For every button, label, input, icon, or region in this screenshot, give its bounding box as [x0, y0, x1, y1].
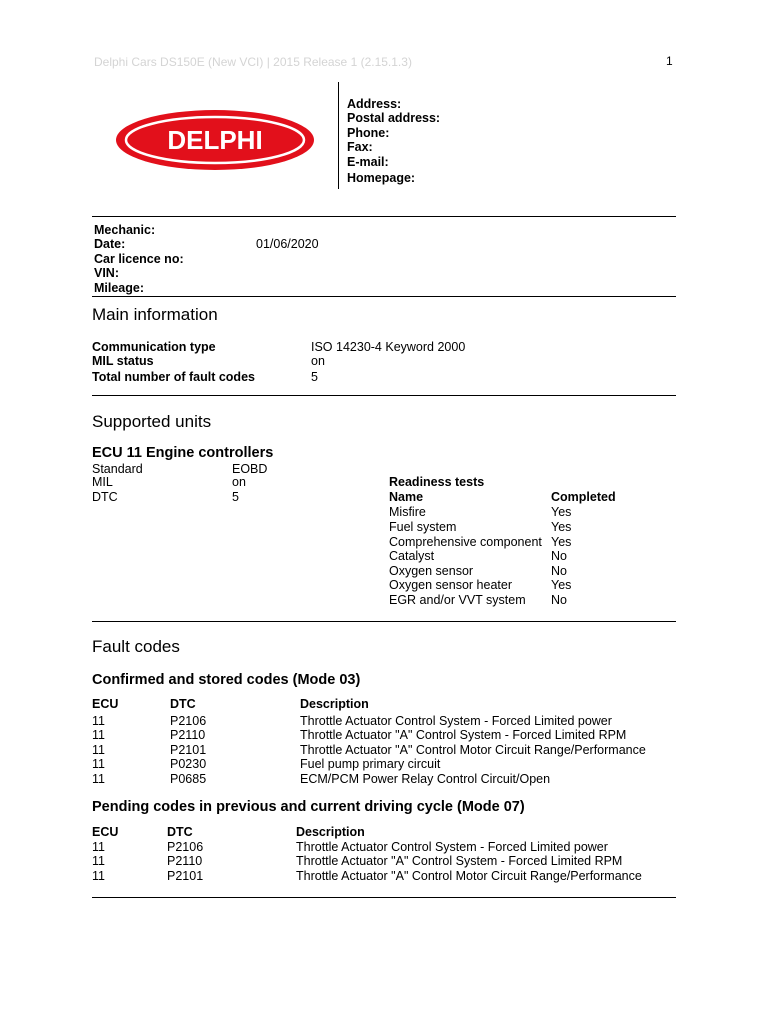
confirmed-description: ECM/PCM Power Relay Control Circuit/Open	[300, 772, 551, 786]
pending-ecu: 11	[92, 854, 105, 868]
email-label: E-mail:	[347, 155, 389, 169]
readiness-completed: No	[551, 593, 567, 607]
confirmed-dtc: P2106	[170, 714, 207, 728]
readiness-completed: No	[551, 549, 567, 563]
readiness-name: Oxygen sensor heater	[389, 578, 512, 592]
confirmed-dtc-header: DTC	[170, 697, 196, 711]
readiness-completed: Yes	[551, 520, 572, 534]
confirmed-codes-title: Confirmed and stored codes (Mode 03)	[92, 672, 361, 688]
pending-ecu: 11	[92, 869, 105, 883]
readiness-name: EGR and/or VVT system	[389, 593, 526, 607]
confirmed-ecu: 11	[92, 714, 105, 728]
divider	[92, 897, 676, 898]
confirmed-dtc: P2101	[170, 743, 207, 757]
readiness-completed: No	[551, 564, 567, 578]
dtc-label: DTC	[92, 490, 118, 504]
confirmed-ecu: 11	[92, 757, 105, 771]
readiness-tests-title: Readiness tests	[389, 475, 485, 489]
confirmed-dtc: P0685	[170, 772, 207, 786]
delphi-logo	[114, 108, 316, 172]
pending-description-header: Description	[296, 825, 365, 839]
dtc-value: 5	[232, 490, 239, 504]
confirmed-dtc: P0230	[170, 757, 207, 771]
mil-status-label: MIL status	[92, 354, 154, 368]
homepage-label: Homepage:	[347, 171, 416, 185]
fault-code-count-label: Total number of fault codes	[92, 370, 255, 384]
pending-description: Throttle Actuator "A" Control Motor Circuit Range/Performance	[296, 869, 642, 883]
pending-codes-title: Pending codes in previous and current driving cycle (Mode 07)	[92, 799, 525, 815]
communication-type-label: Communication type	[92, 340, 216, 354]
mil-value: on	[232, 475, 246, 489]
standard-value: EOBD	[232, 462, 268, 476]
logo-text: DELPHI	[167, 125, 263, 155]
readiness-completed: Yes	[551, 535, 572, 549]
supported-units-title: Supported units	[92, 412, 212, 431]
communication-type-value: ISO 14230-4 Keyword 2000	[311, 340, 466, 354]
mil-status-value: on	[311, 354, 325, 368]
readiness-name-header: Name	[389, 490, 424, 504]
confirmed-ecu: 11	[92, 728, 105, 742]
divider	[92, 395, 676, 396]
divider	[92, 296, 676, 297]
confirmed-description: Throttle Actuator Control System - Forced Limited power	[300, 714, 612, 728]
ecu-title: ECU 11 Engine controllers	[92, 445, 274, 461]
vin-label: VIN:	[94, 266, 119, 280]
confirmed-description: Throttle Actuator "A" Control System - Forced Limited RPM	[300, 728, 627, 742]
pending-dtc: P2106	[167, 840, 204, 854]
page-number: 1	[666, 54, 673, 68]
pending-description: Throttle Actuator "A" Control System - Forced Limited RPM	[296, 854, 623, 868]
address-label: Address:	[347, 97, 402, 111]
confirmed-ecu: 11	[92, 743, 105, 757]
pending-dtc: P2101	[167, 869, 204, 883]
confirmed-description: Fuel pump primary circuit	[300, 757, 441, 771]
date-label: Date:	[94, 237, 126, 251]
confirmed-dtc: P2110	[170, 728, 206, 742]
readiness-name: Catalyst	[389, 549, 435, 563]
divider	[92, 216, 676, 217]
mil-label: MIL	[92, 475, 113, 489]
pending-dtc-header: DTC	[167, 825, 193, 839]
fault-code-count-value: 5	[311, 370, 318, 384]
readiness-name: Misfire	[389, 505, 426, 519]
fault-codes-title: Fault codes	[92, 637, 180, 656]
fax-label: Fax:	[347, 140, 373, 154]
readiness-completed-header: Completed	[551, 490, 616, 504]
confirmed-ecu-header: ECU	[92, 697, 119, 711]
readiness-name: Fuel system	[389, 520, 457, 534]
readiness-completed: Yes	[551, 505, 572, 519]
pending-description: Throttle Actuator Control System - Forced Limited power	[296, 840, 608, 854]
divider	[92, 621, 676, 622]
pending-ecu-header: ECU	[92, 825, 119, 839]
readiness-name: Oxygen sensor	[389, 564, 474, 578]
address-divider	[338, 82, 339, 189]
readiness-completed: Yes	[551, 578, 572, 592]
main-information-title: Main information	[92, 305, 218, 324]
postal-address-label: Postal address:	[347, 111, 441, 125]
phone-label: Phone:	[347, 126, 390, 140]
car-licence-label: Car licence no:	[94, 252, 184, 266]
readiness-name: Comprehensive component	[389, 535, 542, 549]
confirmed-ecu: 11	[92, 772, 105, 786]
mechanic-label: Mechanic:	[94, 223, 156, 237]
report-header: Delphi Cars DS150E (New VCI) | 2015 Release 1 (2.15.1.3)	[94, 55, 412, 69]
date-value: 01/06/2020	[256, 237, 319, 251]
confirmed-description: Throttle Actuator "A" Control Motor Circuit Range/Performance	[300, 743, 646, 757]
standard-label: Standard	[92, 462, 143, 476]
pending-dtc: P2110	[167, 854, 203, 868]
confirmed-description-header: Description	[300, 697, 369, 711]
pending-ecu: 11	[92, 840, 105, 854]
mileage-label: Mileage:	[94, 281, 145, 295]
